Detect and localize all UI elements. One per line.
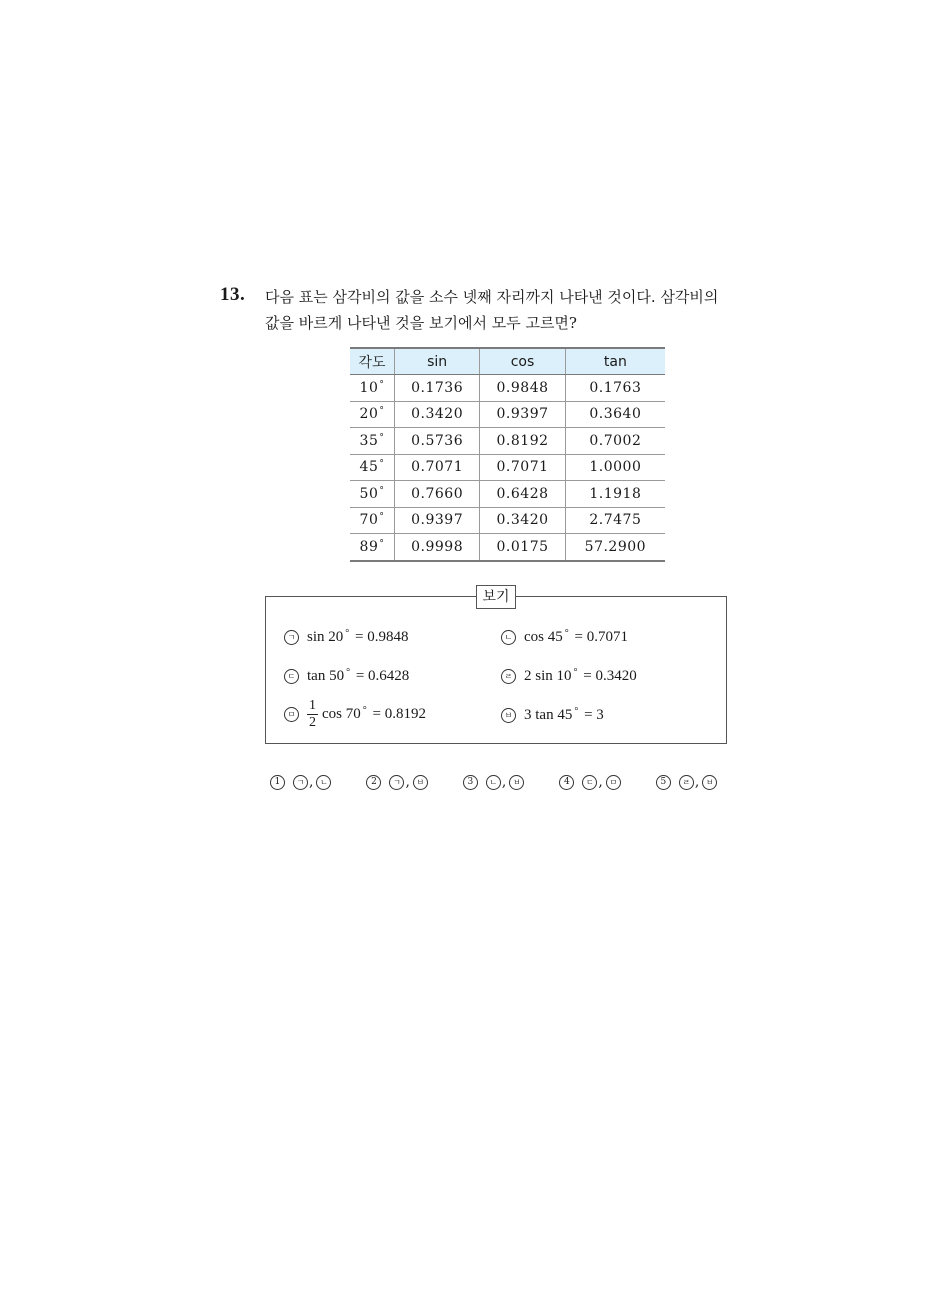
choice-separator: , [694, 774, 700, 790]
item-angle: 10 [556, 668, 572, 684]
angle-cell-value: 10 [359, 379, 379, 396]
item-rhs: = 0.8192 [372, 706, 426, 722]
item-angle: 70 [345, 706, 361, 722]
item-rhs: = 0.7071 [574, 629, 628, 645]
degree-sign: ° [379, 459, 385, 470]
bogi-item-a [284, 629, 408, 646]
choice-second-mark: ㅁ [606, 775, 621, 790]
angle-cell [350, 534, 394, 561]
item-mark: ㄱ [284, 630, 299, 645]
angle-cell-value: 45 [359, 459, 379, 476]
sin-cell [394, 428, 479, 455]
tan-cell [565, 507, 665, 534]
choice-first-mark: ㄱ [389, 775, 404, 790]
cos-cell [480, 481, 565, 508]
degree-sign: ° [379, 538, 385, 549]
table-body [350, 375, 665, 561]
table-row [350, 481, 665, 508]
sin-cell-value: 0.9998 [411, 538, 464, 555]
angle-cell [350, 481, 394, 508]
choice-separator: , [309, 774, 314, 790]
item-mark: ㅁ [284, 707, 299, 722]
header-tan: tan [565, 348, 665, 375]
choice-separator: , [405, 774, 410, 790]
angle-cell [350, 428, 394, 455]
tan-cell [565, 428, 665, 455]
choice-number: 2 [366, 775, 381, 790]
bogi-title: 보기 [476, 585, 516, 609]
table-row [350, 507, 665, 534]
bogi-item-f [501, 707, 604, 724]
angle-cell [350, 454, 394, 481]
item-fn: cos [322, 706, 342, 722]
header-cos: cos [480, 348, 565, 375]
bogi-item-c [284, 668, 409, 685]
sin-cell [394, 481, 479, 508]
question-line-2: 값을 바르게 나타낸 것을 보기에서 모두 고르면? [265, 314, 577, 332]
tan-cell-value: 1.1918 [589, 485, 642, 502]
item-fn: sin [535, 668, 553, 684]
choice-number: 3 [463, 775, 478, 790]
cos-cell-value: 0.9848 [496, 379, 549, 396]
item-mark: ㄴ [501, 630, 516, 645]
degree-sign: ° [379, 406, 385, 417]
choice-3[interactable] [463, 774, 524, 790]
cos-cell [480, 534, 565, 561]
tan-cell-value: 1.0000 [589, 459, 642, 476]
cos-cell [480, 401, 565, 428]
cos-cell-value: 0.8192 [496, 432, 549, 449]
tan-cell-value: 0.1763 [589, 379, 642, 396]
sin-cell [394, 375, 479, 402]
fraction-denominator: 2 [309, 715, 316, 730]
table-row [350, 534, 665, 561]
question-number: 13. [220, 284, 246, 305]
item-coef: 3 [524, 707, 532, 723]
bogi-item-d [501, 668, 637, 685]
sin-cell-value: 0.5736 [411, 432, 464, 449]
table-header-row [350, 348, 665, 375]
degree-sign: ° [574, 706, 579, 717]
degree-sign: ° [379, 379, 385, 390]
question-text [265, 284, 745, 336]
degree-sign: ° [379, 512, 385, 523]
sin-cell [394, 507, 479, 534]
item-fn: tan [535, 707, 554, 723]
degree-sign: ° [573, 667, 578, 678]
tan-cell-value: 57.2900 [584, 538, 647, 555]
fraction-numerator: 1 [309, 698, 316, 713]
item-rhs: = 0.6428 [355, 668, 410, 684]
choice-second-mark: ㅂ [413, 775, 428, 790]
cos-cell-value: 0.6428 [496, 485, 549, 502]
choice-4[interactable] [559, 774, 620, 790]
sin-cell-value: 0.7071 [411, 459, 464, 476]
item-angle: 20 [328, 629, 344, 645]
item-mark: ㄹ [501, 669, 516, 684]
angle-cell [350, 375, 394, 402]
sin-cell-value: 0.1736 [411, 379, 464, 396]
choice-first-mark: ㄹ [679, 775, 694, 790]
angle-cell-value: 50 [359, 485, 379, 502]
tan-cell-value: 2.7475 [589, 512, 642, 529]
choice-number: 1 [270, 775, 285, 790]
cos-cell [480, 428, 565, 455]
tan-cell [565, 534, 665, 561]
degree-sign: ° [362, 705, 367, 716]
item-mark: ㄷ [284, 669, 299, 684]
tan-cell [565, 375, 665, 402]
cos-cell-value: 0.0175 [496, 538, 549, 555]
item-coef: 2 [524, 668, 532, 684]
choice-second-mark: ㅂ [509, 775, 524, 790]
sin-cell [394, 401, 479, 428]
choice-number: 5 [656, 775, 671, 790]
choice-5[interactable] [656, 774, 717, 790]
choice-first-mark: ㄷ [582, 775, 597, 790]
tan-cell [565, 401, 665, 428]
table-row [350, 401, 665, 428]
degree-sign: ° [346, 667, 351, 678]
cos-cell [480, 375, 565, 402]
item-angle: 45 [547, 629, 563, 645]
item-rhs: = 0.9848 [355, 629, 409, 645]
angle-cell [350, 401, 394, 428]
degree-sign: ° [379, 485, 385, 496]
choice-separator: , [501, 774, 507, 790]
item-fn: sin [307, 629, 325, 645]
header-angle: 각도 [350, 348, 394, 375]
angle-cell-value: 35 [359, 432, 379, 449]
item-angle: 50 [329, 668, 345, 684]
choice-first-mark: ㄱ [293, 775, 308, 790]
cos-cell [480, 507, 565, 534]
sin-cell [394, 534, 479, 561]
cos-cell-value: 0.9397 [496, 406, 549, 423]
bogi-item-e [284, 698, 426, 731]
cos-cell-value: 0.7071 [496, 459, 549, 476]
degree-sign: ° [345, 628, 350, 639]
table-row [350, 454, 665, 481]
angle-cell [350, 507, 394, 534]
question-line-1: 다음 표는 삼각비의 값을 소수 넷째 자리까지 나타낸 것이다. 삼각비의 [265, 288, 719, 306]
degree-sign: ° [379, 432, 385, 443]
answer-choices [270, 774, 717, 790]
item-angle: 45 [557, 707, 573, 723]
item-mark: ㅂ [501, 708, 516, 723]
angle-cell-value: 89 [359, 538, 379, 555]
sin-cell [394, 454, 479, 481]
sin-cell-value: 0.3420 [411, 406, 464, 423]
sin-cell-value: 0.9397 [411, 512, 464, 529]
choice-1[interactable] [270, 774, 331, 790]
bogi-item-b [501, 629, 628, 646]
table-row [350, 428, 665, 455]
tan-cell-value: 0.7002 [589, 432, 642, 449]
degree-sign: ° [564, 628, 569, 639]
trig-table [350, 347, 665, 562]
item-fn: cos [524, 629, 544, 645]
choice-separator: , [598, 774, 603, 790]
cos-cell [480, 454, 565, 481]
choice-second-mark: ㄴ [316, 775, 331, 790]
table-row [350, 375, 665, 402]
angle-cell-value: 70 [359, 512, 379, 529]
item-rhs: = 3 [584, 707, 604, 723]
choice-2[interactable] [366, 774, 427, 790]
choice-second-mark: ㅂ [702, 775, 717, 790]
tan-cell-value: 0.3640 [589, 406, 642, 423]
header-sin: sin [394, 348, 479, 375]
cos-cell-value: 0.3420 [496, 512, 549, 529]
item-fn: tan [307, 668, 326, 684]
choice-number: 4 [559, 775, 574, 790]
tan-cell [565, 454, 665, 481]
fraction [307, 698, 318, 731]
tan-cell [565, 481, 665, 508]
choice-first-mark: ㄴ [486, 775, 501, 790]
sin-cell-value: 0.7660 [411, 485, 464, 502]
angle-cell-value: 20 [359, 406, 379, 423]
item-rhs: = 0.3420 [583, 668, 637, 684]
